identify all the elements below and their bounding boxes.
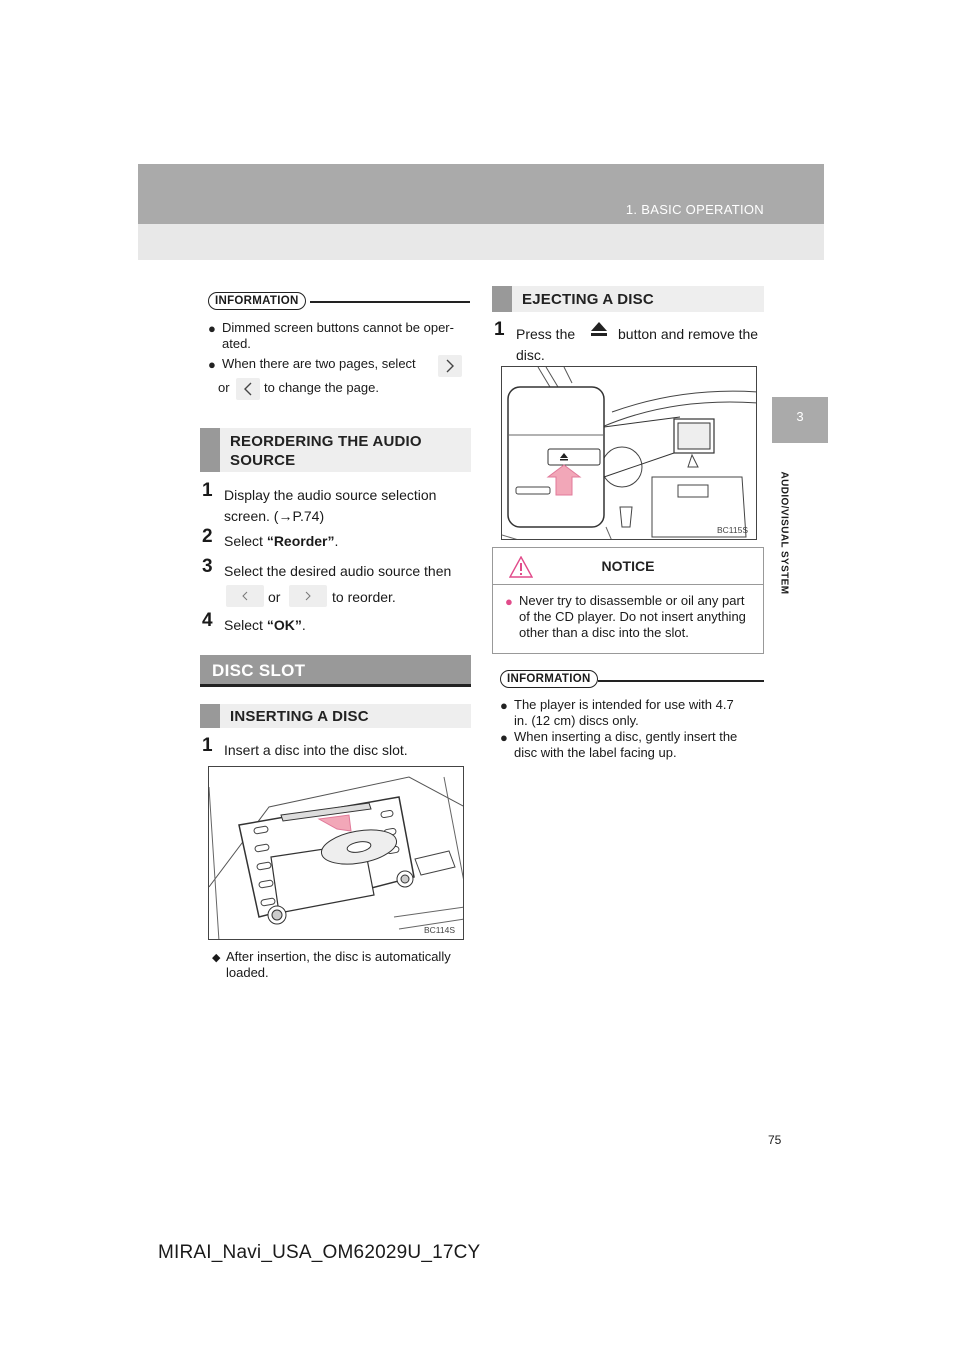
insert-step-1-text: Insert a disc into the disc slot. [224, 742, 408, 758]
reorder-title-line2: SOURCE [230, 452, 296, 469]
step-number: 3 [202, 556, 213, 577]
reorder-step-4 [202, 610, 472, 635]
section-title: 1. BASIC OPERATION [625, 202, 764, 217]
figure-label: BC115S [716, 525, 748, 535]
insert-note-line2: loaded. [226, 965, 269, 980]
inserting-title: INSERTING A DISC [230, 708, 369, 725]
step-number: 1 [202, 480, 213, 501]
info-right-b2-line1: When inserting a disc, gently insert the [514, 729, 738, 744]
notice-bullet [505, 593, 759, 647]
step-2-bold: “Reorder” [266, 533, 335, 549]
step-3-or: or [268, 589, 281, 605]
ejecting-heading [492, 286, 764, 312]
eject-disc-illustration [501, 366, 757, 540]
step-2-prefix: Select [224, 533, 267, 549]
insert-disc-illustration [208, 766, 464, 940]
insert-note [212, 949, 472, 983]
info-rule [310, 301, 470, 303]
bullet-dot-icon: ● [500, 698, 508, 713]
chapter-number: 3 [796, 409, 804, 424]
disc-slot-heading [200, 655, 471, 684]
info-bullet-1-line1: Dimmed screen buttons cannot be oper- [222, 320, 454, 335]
info-badge-label: INFORMATION [500, 670, 598, 688]
info-right-b2-line2: disc with the label facing up. [514, 745, 677, 760]
insert-note-line1: After insertion, the disc is automatically [226, 949, 451, 964]
info-bullet-1-line2: ated. [222, 336, 251, 351]
step-number: 4 [202, 610, 213, 631]
bullet-dot-icon: ● [208, 321, 216, 336]
reorder-title-line1: REORDERING THE AUDIO [230, 433, 422, 450]
chevron-left-icon [244, 382, 252, 396]
info-right-b1-line1: The player is intended for use with 4.7 [514, 697, 734, 712]
info-right-bullet-1 [500, 697, 764, 731]
step-4-bold: “OK” [266, 617, 302, 633]
info-badge-label: INFORMATION [208, 292, 306, 310]
step-4-text [224, 615, 306, 635]
chapter-label [776, 455, 792, 610]
disc-slot-rule [200, 684, 471, 687]
bullet-dot-icon: ● [505, 594, 513, 609]
move-up-button[interactable] [226, 585, 264, 607]
chapter-tab [772, 397, 828, 443]
info-bullet-2-end: to change the page. [264, 380, 379, 395]
step-number: 2 [202, 526, 213, 547]
step-3-end: to reorder. [332, 589, 396, 605]
step-number: 1 [494, 319, 505, 340]
next-page-button[interactable] [438, 355, 462, 377]
reorder-section-heading [200, 428, 471, 472]
chevron-right-icon [305, 591, 311, 601]
diamond-bullet-icon: ◆ [212, 952, 221, 964]
eject-icon [590, 321, 608, 342]
notice-line1: Never try to disassemble or oil any part [519, 593, 745, 608]
notice-title: NOTICE [601, 558, 655, 574]
disc-slot-title: DISC SLOT [212, 661, 306, 680]
notice-divider [493, 584, 763, 585]
move-down-button[interactable] [289, 585, 327, 607]
step-2-text [224, 531, 338, 551]
eject-step-1-a: Press the [516, 326, 576, 342]
reorder-step-1 [202, 480, 472, 529]
page-number: 75 [768, 1133, 782, 1147]
figure-label: BC114S [423, 925, 455, 935]
info-right-b1-line2: in. (12 cm) discs only. [514, 713, 639, 728]
step-4-prefix: Select [224, 617, 267, 633]
info-bullet-2-line1: When there are two pages, select [222, 356, 416, 371]
notice-line3: other than a disc into the slot. [519, 625, 689, 640]
ejecting-title: EJECTING A DISC [522, 291, 654, 308]
chevron-left-icon [242, 591, 248, 601]
step-number: 1 [202, 735, 213, 756]
chapter-label-text: AUDIO/VISUAL SYSTEM [778, 471, 790, 594]
reorder-step-2 [202, 526, 472, 551]
bullet-dot-icon: ● [208, 357, 216, 372]
notice-line2: of the CD player. Do not insert anything [519, 609, 746, 624]
dashboard-disc-slot-drawing [209, 767, 464, 940]
bullet-dot-icon: ● [500, 730, 508, 745]
eject-step-1-b: button and remove the [618, 326, 759, 342]
step-1-line1: Display the audio source selection [224, 487, 437, 503]
info-rule [598, 680, 764, 682]
eject-step-1-line2: disc. [516, 347, 545, 363]
step-2-suffix: . [334, 533, 339, 549]
prev-page-button[interactable] [236, 378, 260, 400]
step-3-line1: Select the desired audio source then [224, 563, 452, 579]
info-badge [208, 291, 306, 310]
dashboard-eject-drawing [502, 367, 757, 540]
step-1-line2: screen. (→P.74) [224, 508, 325, 524]
info-right-bullet-2 [500, 729, 764, 763]
eject-step-1 [494, 319, 766, 368]
info-badge [500, 669, 598, 688]
inserting-heading [200, 704, 471, 728]
insert-step-1 [202, 735, 472, 760]
info-bullet-2-or: or [218, 380, 230, 395]
step-4-suffix: . [301, 617, 306, 633]
notice-box [492, 547, 764, 654]
chevron-right-icon [446, 359, 454, 373]
document-footer: MIRAI_Navi_USA_OM62029U_17CY [158, 1242, 481, 1263]
